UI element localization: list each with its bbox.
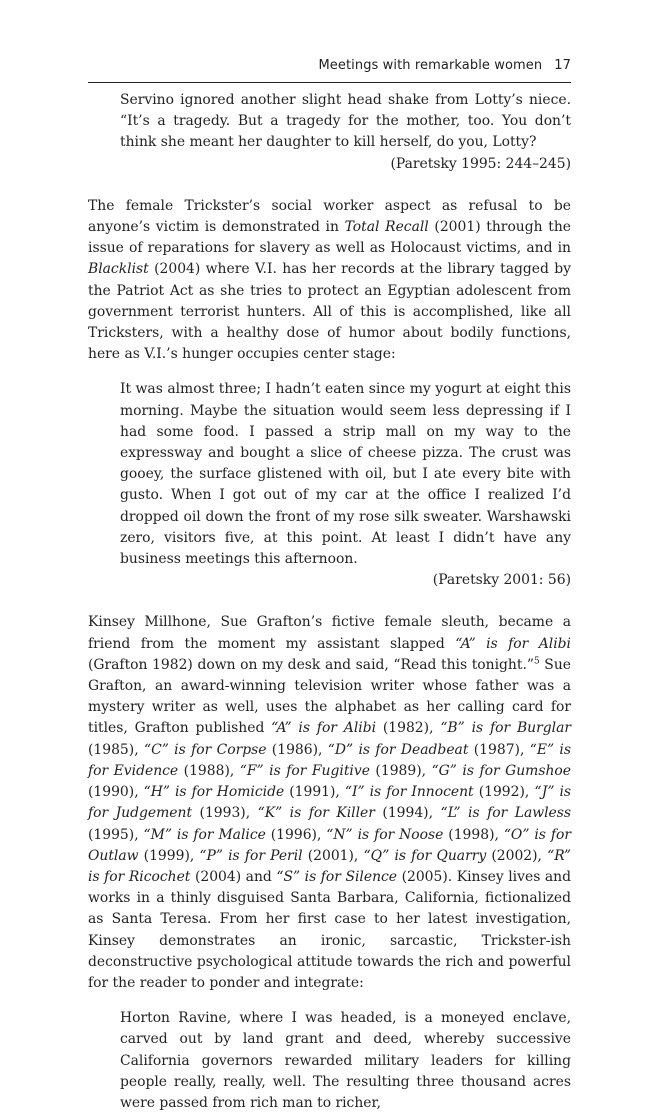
- paragraph-gap: [88, 175, 571, 196]
- text-run: (1995),: [88, 826, 144, 843]
- book-title: “F” is for Fugitive: [239, 762, 370, 779]
- text-run: (2001),: [302, 847, 364, 864]
- header-rule: [88, 82, 571, 83]
- text-run: (2004) where V.I. has her records at the library tagged by the Patriot Act as she tries to protect an Egyptian adolescent from government terrorist hunters. All of this is accomplished, like all Tricksters, with a healthy dose of humor about bodily functions, here as V.I.’s hunger occupies center stage:: [88, 261, 571, 363]
- book-title: “R” is for Ricochet: [88, 847, 571, 885]
- book-title: “E” is for Evidence: [88, 741, 572, 779]
- book-title: “N” is for Noose: [326, 826, 444, 843]
- text-run: (1985),: [88, 741, 144, 758]
- book-title: “O” is for Outlaw: [88, 826, 571, 864]
- text-run: (2001) through the issue of reparations for slavery as well as Holocaust victims, and in: [88, 219, 572, 257]
- body-text: [88, 90, 571, 1114]
- running-head-title: Meetings with remarkable women: [318, 58, 543, 73]
- book-title: “A” is for Alibi: [455, 635, 571, 652]
- book-title: “H” is for Homicide: [143, 784, 285, 801]
- paragraph-gap: [88, 591, 571, 612]
- text-run: (2005). Kinsey lives and works in a thinly disguised Santa Barbara, California, fictionalized as Santa Teresa. From her first case to her latest investigation, Kinsey demonstrates an ironic, sarcastic, Trickster-ish deconstructive psychological attitude towards the rich and powerful for the reader to ponder and integrate:: [88, 868, 571, 991]
- footnote-marker[interactable]: 5: [533, 656, 540, 667]
- text-run: Sue Grafton, an award-winning television writer whose father was a mystery writer as well, uses the alphabet as her calling card for titles, Grafton published: [88, 656, 571, 737]
- book-title: “B” is for Burglar: [440, 720, 572, 737]
- book-title: “Q” is for Quarry: [363, 847, 487, 864]
- paragraph-gap: [88, 365, 571, 379]
- running-head: [88, 58, 571, 73]
- text-run: (1994),: [374, 805, 441, 822]
- book-title: “A” is for Alibi: [271, 720, 377, 737]
- block-quote-1: Servino ignored another slight head shake from Lotty’s niece. “It’s a tragedy. But a tragedy for the mother, too. You don’t think she meant her daughter to kill herself, do you, Lotty?: [120, 92, 571, 151]
- paragraph-gap: [88, 994, 571, 1008]
- page-number: 17: [554, 58, 571, 73]
- text-run: The female Trickster’s social worker aspect as refusal to be anyone’s victim is demonstrated in: [88, 197, 571, 236]
- text-run: (1992),: [473, 784, 535, 801]
- text-run: (1989),: [369, 762, 432, 779]
- text-run: (1999),: [138, 847, 200, 864]
- paragraph-1: [88, 196, 571, 366]
- text-run: (1993),: [192, 805, 258, 822]
- book-title: “D” is for Deadbeat: [327, 741, 469, 758]
- text-run: (1991),: [284, 784, 345, 801]
- book-title: “J” is for Judgement: [88, 784, 572, 822]
- book-title: “C” is for Corpse: [143, 741, 267, 758]
- book-title: “M” is for Malice: [143, 826, 266, 843]
- text-run: (Grafton 1982) down on my desk and said, “Read this tonight.”: [88, 656, 534, 673]
- text-run: (2004) and: [190, 868, 277, 885]
- book-title: “I” is for Innocent: [344, 784, 474, 801]
- text-run: Kinsey Millhone, Sue Grafton’s fictive female sleuth, became a friend from the moment my assistant slapped: [88, 614, 571, 652]
- block-quote-2: It was almost three; I hadn’t eaten since my yogurt at eight this morning. Maybe the situation would seem less depressing if I had some food. I passed a strip mall on my way to the expressway and bought a slice of cheese pizza. The crust was gooey, the surface glistened with oil, but I ate every bite with gusto. When I got out of my car at the office I realized I’d dropped oil down the front of my rose silk sweater. Warshawski zero, visitors five, at this point. At least I didn’t have any business meetings this afternoon.: [120, 381, 571, 568]
- citation-2: (Paretsky 2001: 56): [432, 572, 571, 589]
- text-run: (1986),: [266, 741, 328, 758]
- book-title: Blacklist: [88, 261, 149, 278]
- text-run: (1998),: [443, 826, 504, 843]
- text-run: (1982),: [376, 720, 441, 737]
- paragraph-2: [88, 612, 571, 994]
- book-title: Total Recall: [344, 219, 429, 236]
- block-quote-3: Horton Ravine, where I was headed, is a moneyed enclave, carved out by land grant and deed, whereby successive California governors rewarded military leaders for killing people really, really, well. The resulting three thousand acres were passed from rich man to richer,: [120, 1010, 571, 1111]
- book-title: “S” is for Silence: [276, 868, 398, 885]
- book-title: “L” is for Lawless: [440, 805, 572, 822]
- book-title: “G” is for Gumshoe: [431, 762, 571, 779]
- text-run: (1988),: [178, 762, 240, 779]
- book-title: “K” is for Killer: [257, 805, 375, 822]
- text-run: (1990),: [88, 784, 144, 801]
- text-run: (1996),: [265, 826, 327, 843]
- citation-1: (Paretsky 1995: 244–245): [390, 155, 571, 172]
- text-run: (1987),: [468, 741, 530, 758]
- book-title: “P” is for Peril: [199, 847, 303, 864]
- text-run: (2002),: [486, 847, 548, 864]
